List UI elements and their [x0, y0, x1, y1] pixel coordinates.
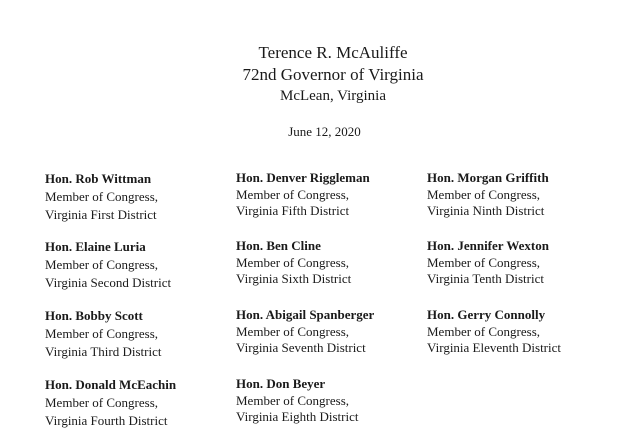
addressee-block — [427, 170, 549, 220]
addressee-block — [236, 376, 358, 426]
letterhead-name: Terence R. McAuliffe — [258, 43, 408, 62]
addressee-role: Member of Congress, — [236, 392, 350, 408]
addressee-block — [236, 238, 351, 288]
addressee-name: Hon. Bobby Scott — [45, 308, 143, 323]
addressee-block — [45, 376, 176, 430]
letterhead — [0, 42, 637, 106]
letterhead-location: McLean, Virginia — [279, 88, 387, 104]
addressee-role: Member of Congress, — [236, 186, 350, 202]
addressee-role: Member of Congress, — [236, 323, 350, 339]
addressee-district: Virginia Second District — [45, 275, 172, 290]
addressee-role: Member of Congress, — [427, 186, 541, 202]
addressee-district: Virginia Eighth District — [236, 409, 359, 424]
addressee-block — [45, 238, 171, 292]
addressee-district: Virginia Tenth District — [427, 271, 544, 286]
addressee-name: Hon. Donald McEachin — [45, 377, 177, 392]
addressee-block — [236, 170, 370, 220]
addressee-role: Member of Congress, — [236, 254, 350, 270]
addressee-role: Member of Congress, — [45, 257, 159, 272]
addressee-district: Virginia Seventh District — [236, 340, 366, 355]
addressee-role: Member of Congress, — [45, 395, 159, 410]
addressee-district: Virginia Eleventh District — [427, 340, 562, 355]
addressee-name: Hon. Jennifer Wexton — [427, 238, 549, 253]
addressee-role: Member of Congress, — [427, 254, 541, 270]
addressee-district: Virginia Third District — [45, 344, 162, 359]
addressee-district: Virginia Fifth District — [236, 203, 350, 218]
addressee-name: Hon. Rob Wittman — [45, 171, 152, 186]
addressee-name: Hon. Abigail Spanberger — [236, 307, 375, 322]
addressee-role: Member of Congress, — [45, 189, 159, 204]
addressee-block — [427, 238, 549, 288]
addressee-district: Virginia Ninth District — [427, 203, 545, 218]
addressee-role: Member of Congress, — [45, 326, 159, 341]
addressee-name: Hon. Morgan Griffith — [427, 170, 549, 185]
addressee-block — [236, 307, 374, 357]
letter-date: June 12, 2020 — [288, 124, 361, 139]
addressee-district: Virginia First District — [45, 207, 157, 222]
addressee-name: Hon. Elaine Luria — [45, 239, 146, 254]
addressee-name: Hon. Don Beyer — [236, 376, 326, 391]
addressee-district: Virginia Sixth District — [236, 271, 352, 286]
addressee-name: Hon. Gerry Connolly — [427, 307, 546, 322]
addressee-block — [45, 170, 158, 224]
letterhead-title: 72nd Governor of Virginia — [242, 65, 424, 84]
addressee-name: Hon. Denver Riggleman — [236, 170, 370, 185]
addressee-district: Virginia Fourth District — [45, 413, 168, 428]
addressee-block — [45, 307, 161, 361]
addressee-role: Member of Congress, — [427, 323, 541, 339]
addressee-block — [427, 307, 561, 357]
addressee-name: Hon. Ben Cline — [236, 238, 321, 253]
